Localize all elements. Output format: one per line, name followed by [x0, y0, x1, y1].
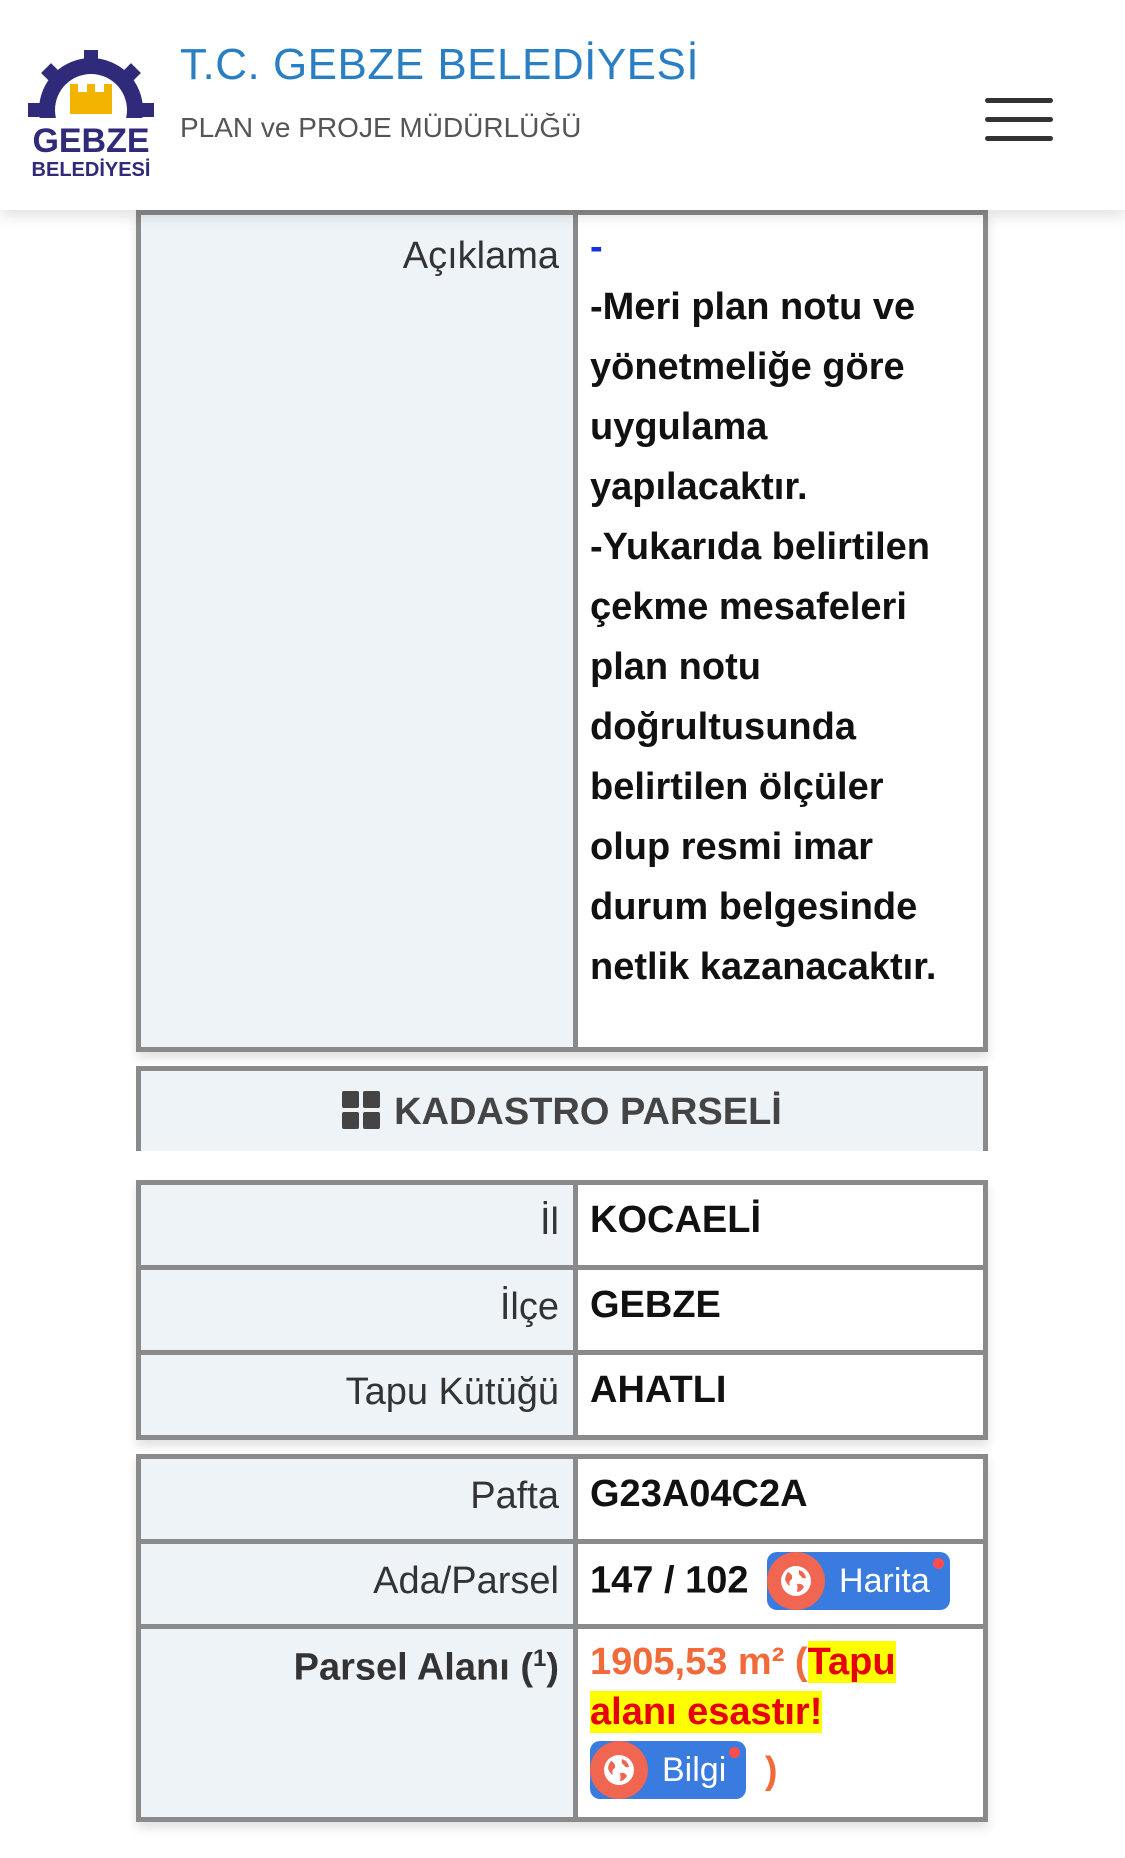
description-line: durum belgesinde [590, 886, 918, 928]
location-table [136, 1180, 988, 1440]
section-header-kadastro [136, 1066, 988, 1151]
description-line: -Yukarıda belirtilen [590, 526, 930, 568]
description-label: Açıklama [139, 213, 576, 1050]
table-row [139, 1627, 986, 1820]
description-line: belirtilen ölçüler [590, 766, 884, 808]
ada-parsel-label: Ada/Parsel [139, 1542, 576, 1627]
parsel-alani-label [139, 1627, 576, 1820]
ilce-value: GEBZE [576, 1268, 986, 1353]
description-line: olup resmi imar [590, 826, 873, 868]
table-row [139, 213, 986, 1050]
description-line: çekme mesafeleri [590, 586, 907, 628]
description-line: -Meri plan notu ve [590, 286, 916, 328]
site-title[interactable]: T.C. GEBZE BELEDİYESİ [180, 40, 700, 89]
bilgi-button-label: Bilgi [662, 1751, 727, 1789]
harita-button[interactable] [767, 1552, 950, 1610]
notification-dot-icon [933, 1558, 944, 1569]
pafta-value: G23A04C2A [576, 1457, 986, 1542]
closing-paren: ) [764, 1750, 778, 1792]
description-line: yönetmeliğe göre [590, 346, 905, 388]
esastir-highlight: alanı esastır! [590, 1691, 823, 1733]
logo-text-bottom: BELEDİYESİ [31, 159, 151, 181]
notification-dot-icon [729, 1747, 740, 1758]
footnote-marker[interactable]: 1 [532, 1645, 547, 1672]
globe-icon [590, 1741, 648, 1799]
table-row [139, 1268, 986, 1353]
gebze-logo[interactable] [24, 48, 158, 182]
ada-parsel-value: 147 / 102 [590, 1559, 749, 1602]
bilgi-button[interactable] [590, 1741, 746, 1799]
parcel-table [136, 1454, 988, 1822]
il-label: İl [139, 1183, 576, 1268]
parsel-alani-label-text: Parsel Alanı ( [293, 1646, 533, 1689]
pafta-label: Pafta [139, 1457, 576, 1542]
tapu-kutugu-label: Tapu Kütüğü [139, 1353, 576, 1438]
description-line: uygulama [590, 406, 768, 448]
tapu-kutugu-value: AHATLI [576, 1353, 986, 1438]
table-row [139, 1542, 986, 1627]
section-title: KADASTRO PARSELİ [394, 1091, 782, 1133]
table-row [139, 1457, 986, 1542]
site-subtitle: PLAN ve PROJE MÜDÜRLÜĞÜ [180, 112, 582, 143]
description-line: doğrultusunda [590, 706, 856, 748]
description-table [136, 210, 988, 1052]
ilce-label: İlçe [139, 1268, 576, 1353]
parsel-alani-label-end: ) [546, 1646, 559, 1689]
parsel-alani-number: 1905,53 m² ( [590, 1641, 808, 1683]
menu-line-icon [985, 98, 1053, 103]
hamburger-menu-button[interactable] [985, 98, 1053, 146]
tapu-highlight: Tapu [807, 1641, 896, 1683]
description-dash: - [590, 226, 603, 268]
grid-icon [342, 1091, 380, 1129]
logo-text-top: GEBZE [32, 122, 150, 160]
description-line: netlik kazanacaktır. [590, 946, 937, 988]
parsel-alani-value [576, 1627, 986, 1820]
table-row [139, 1183, 986, 1268]
globe-icon [767, 1552, 825, 1610]
description-value [576, 213, 986, 1050]
app-header [0, 0, 1125, 210]
menu-line-icon [985, 136, 1053, 141]
description-line: plan notu [590, 646, 761, 688]
ada-parsel-cell [576, 1542, 986, 1627]
harita-button-label: Harita [839, 1562, 930, 1600]
il-value: KOCAELİ [576, 1183, 986, 1268]
description-line: yapılacaktır. [590, 466, 808, 508]
menu-line-icon [985, 117, 1053, 122]
table-row [139, 1353, 986, 1438]
